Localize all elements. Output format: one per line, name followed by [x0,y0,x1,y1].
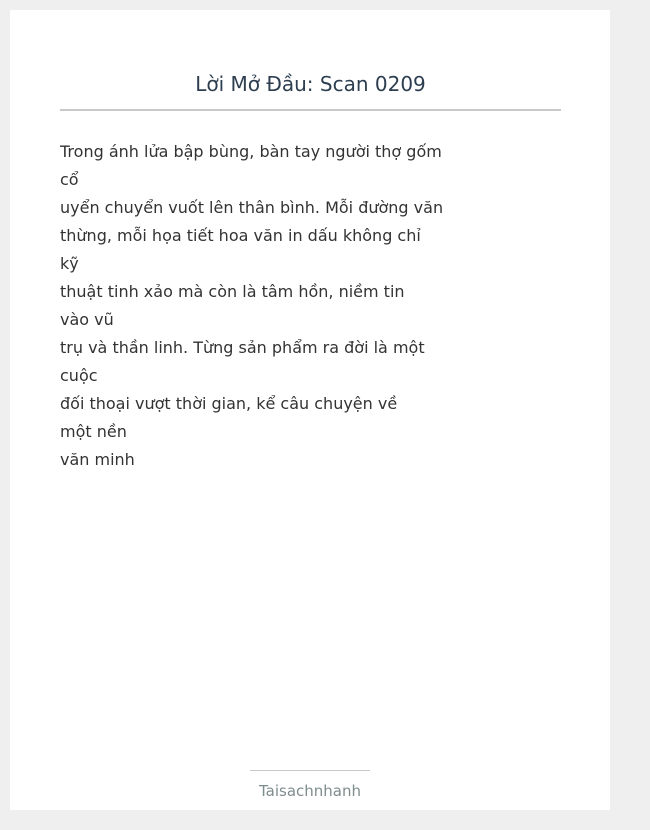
footer-credit: Taisachnhanh [258,782,362,800]
text-line: cổ [60,170,79,189]
document-page [10,10,610,810]
text-line: thuật tinh xảo mà còn là tâm hồn, niềm tin [60,282,405,301]
text-line: thừng, mỗi họa tiết hoa văn in dấu không chỉ [60,226,421,245]
body-paragraph [60,138,444,474]
text-line: một nền [60,422,127,441]
text-line: trụ và thần linh. Từng sản phẩm ra đời là một [60,338,425,357]
title-divider [60,109,561,111]
text-line: vào vũ [60,310,114,329]
footer-divider [250,770,370,771]
text-line: uyển chuyển vuốt lên thân bình. Mỗi đường văn [60,198,444,217]
text-line: kỹ [60,254,79,273]
text-line: cuộc [60,366,98,385]
page-title: Lời Mở Đầu: Scan 0209 [195,72,426,96]
text-line: Trong ánh lửa bập bùng, bàn tay người thợ gốm [60,142,442,161]
text-line: văn minh [60,450,135,469]
text-line: đối thoại vượt thời gian, kể câu chuyện về [60,394,398,413]
